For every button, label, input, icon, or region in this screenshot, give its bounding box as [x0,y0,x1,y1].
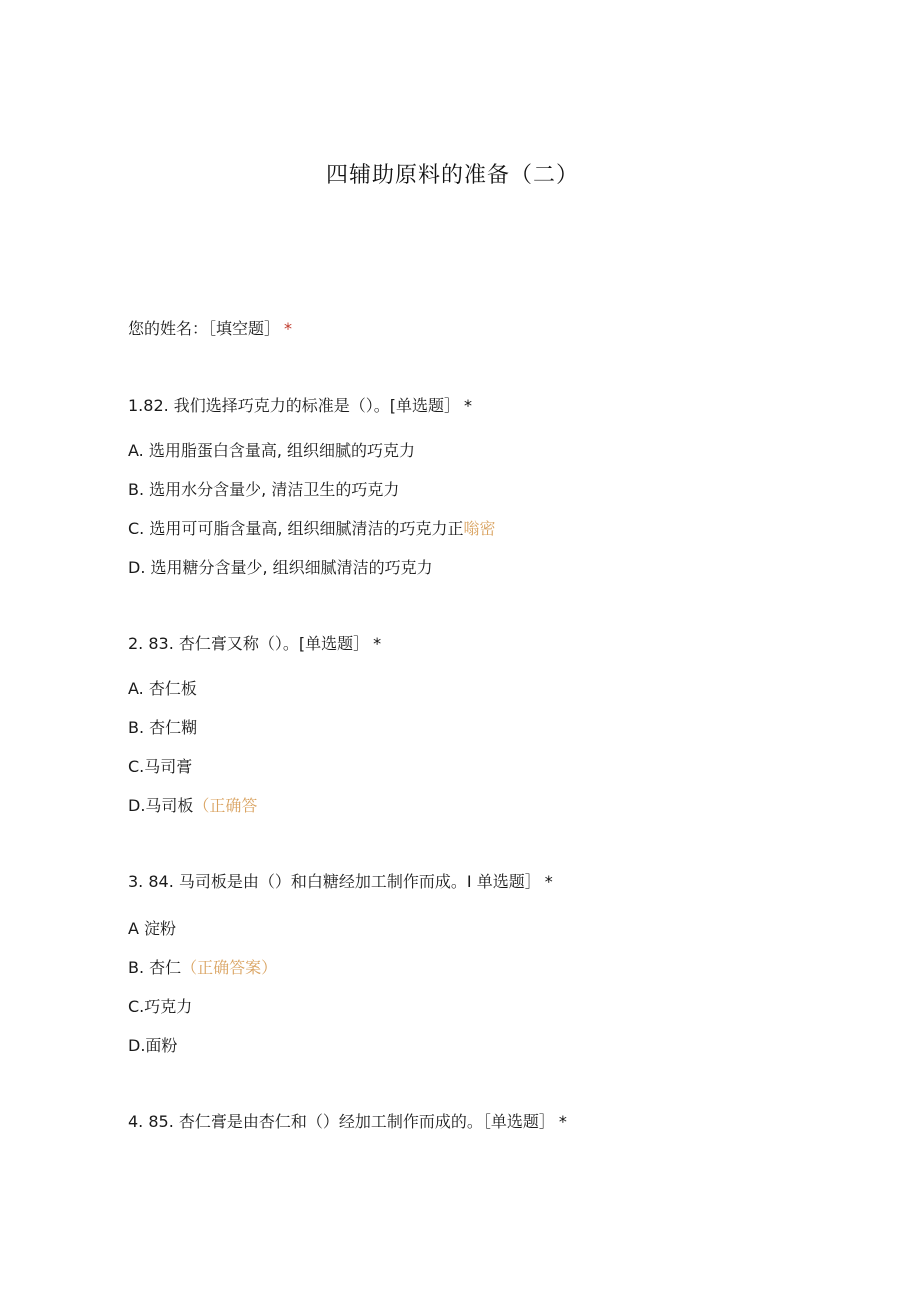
question-2-text: 2. 83. 杏仁膏又称（）。[单选题］ [128,634,370,653]
question-2 [128,633,381,655]
option-note: （正确答案） [181,958,278,977]
question-4-text: 4. 85. 杏仁膏是由杏仁和（）经加工制作而成的。［单选题］ [128,1112,555,1131]
required-mark: * [558,1112,567,1131]
option-text: D.面粉 [128,1036,178,1055]
option-text: C.巧克力 [128,997,193,1016]
option-text: B. 杏仁 [128,958,182,977]
question-3-text: 3. 84. 马司板是由（）和白糖经加工制作而成。I 单选题］ [128,872,541,891]
option-text: A 淀粉 [128,919,177,938]
question-1-option-b[interactable] [128,479,399,501]
required-mark: * [464,396,473,415]
option-text: C.马司膏 [128,757,193,776]
question-1-text: 1.82. 我们选择巧克力的标准是（）。[单选题］ [128,396,461,415]
question-1-option-a[interactable] [128,440,415,462]
question-3-option-c[interactable] [128,996,192,1018]
option-note: （正确答 [193,796,258,815]
question-2-option-b[interactable] [128,717,197,739]
option-text: D.马司板 [128,796,194,815]
question-3-option-d[interactable] [128,1035,177,1057]
question-4 [128,1111,567,1133]
question-3 [128,871,553,893]
question-2-option-a[interactable] [128,678,197,700]
question-1 [128,395,472,417]
required-mark: * [284,319,293,338]
option-text: B. 杏仁糊 [128,718,198,737]
question-3-option-a[interactable] [128,918,176,940]
question-1-option-d[interactable] [128,557,433,579]
option-text: D. 选用糖分含量少, 组织细腻清洁的巧克力 [128,558,433,577]
page-title: 四辅助原料的准备（二） [325,163,579,188]
name-question [128,318,292,340]
option-text: B. 选用水分含量少, 清洁卫生的巧克力 [128,480,400,499]
required-mark: * [544,872,553,891]
option-text: A. 杏仁板 [128,679,197,698]
question-3-option-b[interactable] [128,957,277,979]
required-mark: * [373,634,382,653]
option-text: C. 选用可可脂含量高, 组织细腻清洁的巧克力正 [128,519,464,538]
option-text: A. 选用脂蛋白含量高, 组织细腻的巧克力 [128,441,416,460]
question-2-option-d[interactable] [128,795,257,817]
question-1-option-c[interactable] [128,518,496,540]
question-2-option-c[interactable] [128,756,192,778]
name-question-label: 您的姓名：［填空题］ [128,319,281,338]
option-note: 嗡密 [463,519,496,538]
